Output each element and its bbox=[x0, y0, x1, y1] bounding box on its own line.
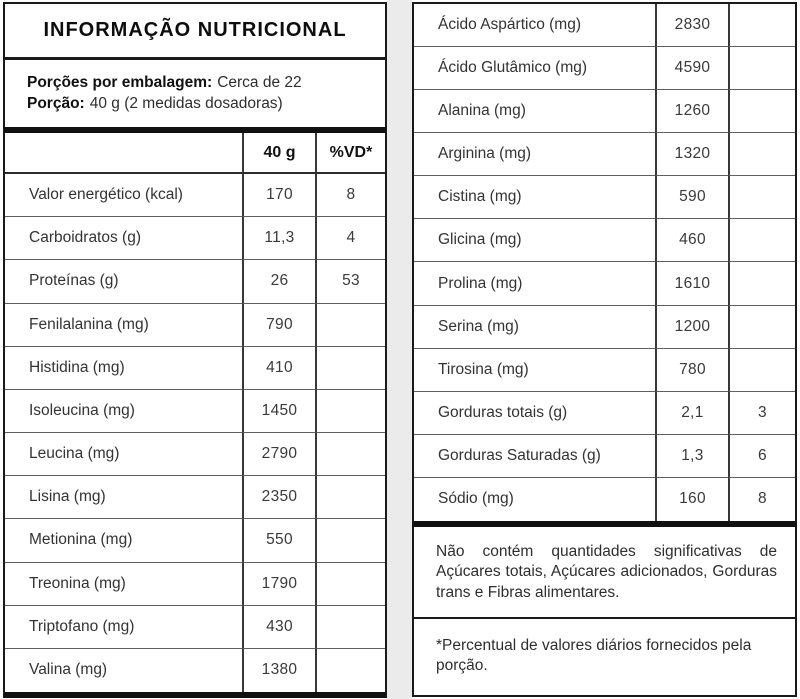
servings-per-package-value: Cerca de 22 bbox=[217, 74, 302, 91]
nutrient-amount: 430 bbox=[242, 606, 315, 649]
daily-values-footnote: *Percentual de valores diários fornecidos pela porção. bbox=[436, 637, 752, 675]
nutrient-amount: 11,3 bbox=[242, 217, 315, 260]
servings-per-package-label: Porções por embalagem: bbox=[27, 74, 213, 91]
nutrient-name: Serina (mg) bbox=[414, 306, 655, 349]
nutrient-dv: 4 bbox=[315, 217, 385, 260]
nutrient-name: Metionina (mg) bbox=[5, 519, 242, 562]
nutrient-dv bbox=[315, 563, 385, 606]
nutrient-name: Ácido Glutâmico (mg) bbox=[414, 47, 655, 90]
nutrient-dv bbox=[728, 176, 795, 219]
nutrient-dv bbox=[728, 90, 795, 133]
nutrient-amount: 1610 bbox=[655, 262, 728, 305]
nutrient-name: Treonina (mg) bbox=[5, 563, 242, 606]
nutrient-dv bbox=[315, 390, 385, 433]
nutrient-dv bbox=[315, 606, 385, 649]
nutrient-amount: 26 bbox=[242, 260, 315, 303]
nutrient-amount: 2830 bbox=[655, 4, 728, 47]
col-header-amount: 40 g bbox=[242, 133, 315, 174]
nutrient-amount: 1260 bbox=[655, 90, 728, 133]
nutrient-dv bbox=[728, 349, 795, 392]
nutrient-dv bbox=[315, 476, 385, 519]
nutrient-amount: 550 bbox=[242, 519, 315, 562]
nutrient-amount: 1200 bbox=[655, 306, 728, 349]
nutrient-name: Lisina (mg) bbox=[5, 476, 242, 519]
nutrient-amount: 410 bbox=[242, 347, 315, 390]
nutrient-dv: 53 bbox=[315, 260, 385, 303]
nutrient-name: Fenilalanina (mg) bbox=[5, 304, 242, 347]
nutrient-dv bbox=[728, 219, 795, 262]
nutrient-amount: 4590 bbox=[655, 47, 728, 90]
nutrient-name: Alanina (mg) bbox=[414, 90, 655, 133]
right-nutrition-table bbox=[412, 2, 797, 527]
nutrient-dv: 8 bbox=[315, 174, 385, 217]
page-title: INFORMAÇÃO NUTRICIONAL bbox=[43, 19, 347, 41]
nutrient-amount: 2790 bbox=[242, 433, 315, 476]
nutrient-amount: 460 bbox=[655, 219, 728, 262]
servings-per-package-line bbox=[27, 74, 385, 92]
nutrient-amount: 590 bbox=[655, 176, 728, 219]
nutrient-dv bbox=[315, 649, 385, 692]
nutrient-dv bbox=[728, 4, 795, 47]
nutrient-name: Gorduras totais (g) bbox=[414, 392, 655, 435]
nutrient-name: Cistina (mg) bbox=[414, 176, 655, 219]
nutrient-name: Histidina (mg) bbox=[5, 347, 242, 390]
nutrient-dv: 6 bbox=[728, 435, 795, 478]
nutrient-amount: 780 bbox=[655, 349, 728, 392]
nutrient-name: Carboidratos (g) bbox=[5, 217, 242, 260]
nutrient-name: Prolina (mg) bbox=[414, 262, 655, 305]
nutrient-name: Glicina (mg) bbox=[414, 219, 655, 262]
serving-size-label: Porção: bbox=[27, 95, 85, 112]
nutrient-amount: 2,1 bbox=[655, 392, 728, 435]
left-nutrition-table bbox=[3, 127, 387, 698]
nutrient-amount: 1790 bbox=[242, 563, 315, 606]
nutrient-dv bbox=[315, 347, 385, 390]
nutrient-dv bbox=[728, 47, 795, 90]
column-gap bbox=[387, 0, 412, 699]
nutrient-name: Ácido Aspártico (mg) bbox=[414, 4, 655, 47]
nutrient-name: Triptofano (mg) bbox=[5, 606, 242, 649]
nutrient-name: Leucina (mg) bbox=[5, 433, 242, 476]
nutrient-dv bbox=[315, 304, 385, 347]
servings-box bbox=[3, 60, 387, 127]
nutrient-dv: 3 bbox=[728, 392, 795, 435]
nutrient-name: Proteínas (g) bbox=[5, 260, 242, 303]
nutrient-name: Valina (mg) bbox=[5, 649, 242, 692]
nutrient-amount: 1320 bbox=[655, 133, 728, 176]
nutrient-amount: 1380 bbox=[242, 649, 315, 692]
nutrient-dv bbox=[315, 519, 385, 562]
col-header-dv: %VD* bbox=[315, 133, 385, 174]
nutrient-amount: 790 bbox=[242, 304, 315, 347]
nutrient-amount: 1450 bbox=[242, 390, 315, 433]
nutrient-name: Tirosina (mg) bbox=[414, 349, 655, 392]
nutrient-name: Arginina (mg) bbox=[414, 133, 655, 176]
nutrient-amount: 1,3 bbox=[655, 435, 728, 478]
no-significant-amounts-note: Não contém quantidades significativas de Açúcares totais, Açúcares adicionados, Gorduras trans e Fibras alimentares. bbox=[414, 527, 795, 619]
nutrient-amount: 2350 bbox=[242, 476, 315, 519]
notes-box bbox=[412, 527, 797, 697]
title-box bbox=[3, 2, 387, 60]
nutrient-amount: 160 bbox=[655, 478, 728, 521]
nutrient-dv: 8 bbox=[728, 478, 795, 521]
nutrient-dv bbox=[315, 433, 385, 476]
nutrient-name: Isoleucina (mg) bbox=[5, 390, 242, 433]
nutrient-name: Valor energético (kcal) bbox=[5, 174, 242, 217]
nutrient-dv bbox=[728, 262, 795, 305]
col-header-empty bbox=[5, 133, 242, 174]
serving-size-value: 40 g (2 medidas dosadoras) bbox=[89, 95, 283, 112]
serving-size-line bbox=[27, 95, 385, 113]
nutrient-dv bbox=[728, 306, 795, 349]
nutrient-amount: 170 bbox=[242, 174, 315, 217]
nutrient-dv bbox=[728, 133, 795, 176]
nutrient-name: Gorduras Saturadas (g) bbox=[414, 435, 655, 478]
nutrient-name: Sódio (mg) bbox=[414, 478, 655, 521]
